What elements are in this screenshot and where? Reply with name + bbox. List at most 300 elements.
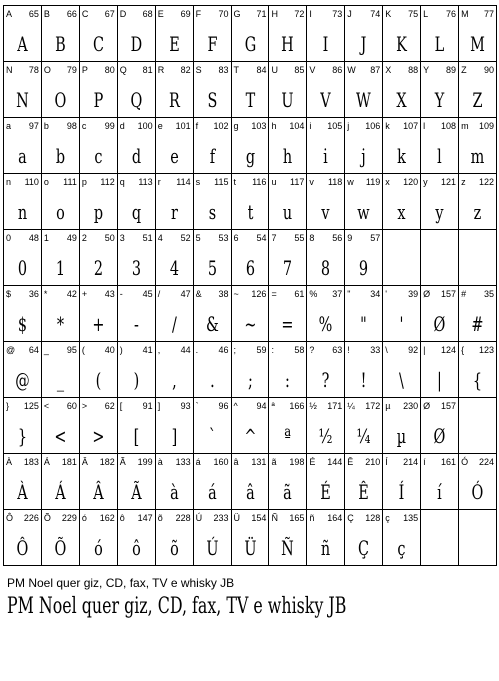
glyph-code: 157	[441, 289, 457, 299]
glyph-char: ç	[385, 513, 390, 523]
glyph-char: }	[6, 401, 10, 411]
glyph-char: ã	[271, 457, 277, 467]
glyph-char: \	[385, 345, 388, 355]
glyph-label	[196, 120, 229, 132]
glyph-label	[347, 176, 380, 188]
glyph-sample: 9	[359, 256, 369, 280]
glyph-code: 165	[289, 513, 305, 523]
glyph-cell	[345, 6, 383, 62]
glyph-code: 40	[104, 345, 115, 355]
glyph-label	[158, 288, 191, 300]
glyph-cell	[383, 118, 421, 174]
glyph-label	[120, 288, 153, 300]
glyph-sample: 6	[245, 256, 255, 280]
glyph-char: Ñ	[271, 513, 278, 523]
glyph-char: y	[423, 177, 428, 187]
glyph-code: 84	[256, 65, 267, 75]
glyph-sample: X	[396, 88, 407, 112]
glyph-char: k	[385, 121, 390, 131]
glyph-cell	[232, 342, 270, 398]
glyph-label	[6, 288, 39, 300]
glyph-char: N	[6, 65, 13, 75]
glyph-char: %	[309, 289, 318, 299]
glyph-cell	[80, 342, 118, 398]
glyph-char: v	[309, 177, 314, 187]
glyph-cell	[118, 398, 156, 454]
glyph-label	[309, 344, 342, 356]
glyph-label	[309, 120, 342, 132]
glyph-cell	[345, 230, 383, 286]
glyph-sample: .	[209, 368, 215, 392]
glyph-label	[385, 8, 418, 20]
glyph-char: í	[423, 457, 426, 467]
glyph-label	[158, 8, 191, 20]
glyph-char: b	[43, 121, 49, 131]
glyph-label	[6, 8, 39, 20]
glyph-sample: ;	[247, 368, 253, 392]
glyph-code: 96	[218, 401, 229, 411]
glyph-code: 57	[370, 233, 381, 243]
glyph-char: Á	[43, 457, 50, 467]
glyph-sample: Â	[93, 480, 104, 504]
glyph-label	[461, 120, 494, 132]
glyph-code: 214	[403, 457, 419, 467]
glyph-code: 181	[61, 457, 77, 467]
glyph-label	[347, 288, 380, 300]
glyph-code: 94	[256, 401, 267, 411]
glyph-code: 124	[441, 345, 457, 355]
glyph-cell	[421, 398, 459, 454]
glyph-sample: Ó	[471, 480, 484, 504]
glyph-char: 9	[347, 233, 353, 243]
glyph-char: c	[81, 121, 87, 131]
glyph-code: 79	[66, 65, 77, 75]
glyph-char: z	[461, 177, 466, 187]
glyph-label	[158, 400, 191, 412]
glyph-sample: G	[244, 32, 256, 56]
glyph-char: ;	[233, 345, 237, 355]
glyph-code: 86	[332, 65, 343, 75]
glyph-cell	[232, 286, 270, 342]
glyph-sample: D	[130, 32, 143, 56]
glyph-sample: í	[437, 480, 442, 504]
glyph-char: ~	[233, 289, 239, 299]
glyph-cell	[232, 6, 270, 62]
glyph-char: !	[347, 345, 350, 355]
glyph-sample: ó	[93, 536, 103, 560]
glyph-sample: ~	[243, 312, 257, 336]
glyph-char: $	[6, 289, 12, 299]
glyph-cell	[345, 342, 383, 398]
glyph-char: ?	[309, 345, 315, 355]
glyph-grid	[3, 5, 497, 566]
glyph-code: 60	[66, 401, 77, 411]
glyph-sample: â	[245, 480, 255, 504]
glyph-char: i	[309, 121, 312, 131]
glyph-char: Q	[119, 65, 127, 75]
glyph-sample: ª	[284, 424, 292, 448]
glyph-code: 123	[478, 345, 494, 355]
glyph-label	[234, 288, 267, 300]
glyph-label	[82, 232, 115, 244]
glyph-sample: Ø	[433, 424, 446, 448]
glyph-code: 91	[142, 401, 153, 411]
glyph-cell	[232, 398, 270, 454]
glyph-code: 108	[441, 121, 457, 131]
glyph-char: 6	[233, 233, 239, 243]
glyph-label	[461, 8, 494, 20]
glyph-code: 58	[294, 345, 305, 355]
glyph-label	[6, 120, 39, 132]
glyph-code: 162	[99, 513, 115, 523]
glyph-char: F	[195, 9, 202, 19]
glyph-label	[158, 456, 191, 468]
glyph-label	[234, 120, 267, 132]
glyph-label	[82, 400, 115, 412]
glyph-char: O	[43, 65, 51, 75]
glyph-code: 171	[327, 401, 343, 411]
glyph-cell	[232, 454, 270, 510]
glyph-char: 0	[6, 233, 12, 243]
glyph-code: 104	[289, 121, 305, 131]
glyph-cell	[269, 510, 307, 566]
glyph-char: {	[461, 345, 465, 355]
glyph-char: p	[81, 177, 87, 187]
glyph-char: M	[461, 9, 469, 19]
glyph-cell	[269, 118, 307, 174]
glyph-sample: h	[283, 144, 293, 168]
glyph-sample: d	[131, 144, 141, 168]
glyph-sample: u	[283, 200, 293, 224]
glyph-sample: S	[207, 88, 218, 112]
glyph-char: Ç	[347, 513, 354, 523]
glyph-char: x	[385, 177, 390, 187]
glyph-sample: O	[54, 88, 67, 112]
glyph-cell	[4, 342, 42, 398]
glyph-code: 126	[251, 289, 267, 299]
glyph-code: 65	[28, 9, 39, 19]
glyph-cell	[383, 6, 421, 62]
glyph-label	[82, 512, 115, 524]
glyph-sample: À	[17, 480, 28, 504]
glyph-cell	[4, 454, 42, 510]
empty-cell	[383, 230, 421, 286]
glyph-sample: Õ	[54, 536, 67, 560]
glyph-code: 93	[180, 401, 191, 411]
glyph-code: 55	[294, 233, 305, 243]
glyph-label	[347, 512, 380, 524]
glyph-cell	[269, 342, 307, 398]
glyph-sample: Y	[434, 88, 445, 112]
glyph-sample: Á	[55, 480, 66, 504]
glyph-cell	[307, 398, 345, 454]
glyph-sample: q	[131, 200, 141, 224]
glyph-sample: :	[285, 368, 291, 392]
glyph-sample: -	[133, 312, 139, 336]
glyph-cell	[194, 510, 232, 566]
glyph-cell	[307, 230, 345, 286]
glyph-cell	[80, 510, 118, 566]
glyph-cell	[307, 118, 345, 174]
glyph-code: 38	[218, 289, 229, 299]
glyph-label	[44, 8, 77, 20]
glyph-label	[309, 176, 342, 188]
glyph-label	[196, 64, 229, 76]
glyph-code: 62	[104, 401, 115, 411]
glyph-sample: k	[397, 144, 407, 168]
glyph-sample: !	[360, 368, 367, 392]
glyph-cell	[345, 286, 383, 342]
glyph-code: 224	[478, 457, 494, 467]
glyph-sample: T	[245, 88, 255, 112]
glyph-label	[234, 400, 267, 412]
glyph-sample: 2	[93, 256, 103, 280]
glyph-label	[196, 456, 229, 468]
glyph-sample: $	[17, 312, 28, 336]
glyph-code: 229	[61, 513, 77, 523]
glyph-label	[271, 176, 304, 188]
glyph-sample: %	[318, 312, 333, 336]
glyph-label	[385, 344, 418, 356]
glyph-cell	[42, 6, 80, 62]
glyph-sample: w	[357, 200, 370, 224]
glyph-cell	[421, 6, 459, 62]
glyph-cell	[156, 6, 194, 62]
glyph-label	[423, 344, 456, 356]
glyph-cell	[118, 342, 156, 398]
glyph-cell	[42, 342, 80, 398]
glyph-label	[385, 288, 418, 300]
glyph-code: 87	[370, 65, 381, 75]
glyph-char: K	[385, 9, 392, 19]
glyph-char: m	[461, 121, 469, 131]
glyph-sample: Ê	[358, 480, 370, 504]
glyph-label	[234, 176, 267, 188]
glyph-char: C	[81, 9, 89, 19]
glyph-code: 51	[142, 233, 153, 243]
glyph-char: J	[347, 9, 352, 19]
glyph-sample: {	[472, 368, 483, 392]
glyph-label	[309, 232, 342, 244]
glyph-label	[347, 232, 380, 244]
glyph-cell	[345, 510, 383, 566]
glyph-char: H	[271, 9, 278, 19]
glyph-code: 37	[332, 289, 343, 299]
empty-cell	[421, 230, 459, 286]
glyph-cell	[307, 342, 345, 398]
glyph-sample: /	[171, 312, 177, 336]
glyph-code: 144	[327, 457, 343, 467]
glyph-char: R	[157, 65, 165, 75]
glyph-label	[120, 176, 153, 188]
glyph-code: 131	[251, 457, 267, 467]
glyph-cell	[118, 230, 156, 286]
glyph-code: 198	[289, 457, 305, 467]
glyph-code: 182	[99, 457, 115, 467]
glyph-code: 61	[294, 289, 305, 299]
glyph-code: 110	[24, 177, 39, 187]
glyph-sample: >	[92, 424, 105, 448]
glyph-char: W	[347, 65, 356, 75]
glyph-char: Ã	[119, 457, 126, 467]
glyph-label	[6, 512, 39, 524]
glyph-char: Ê	[347, 457, 354, 467]
glyph-char: j	[347, 121, 350, 131]
glyph-cell	[42, 62, 80, 118]
glyph-sample: y	[435, 200, 444, 224]
glyph-char: À	[6, 457, 13, 467]
glyph-cell	[421, 174, 459, 230]
glyph-sample: |	[437, 368, 443, 392]
glyph-char: '	[385, 289, 387, 299]
glyph-cell	[269, 6, 307, 62]
glyph-cell	[156, 118, 194, 174]
glyph-code: 74	[370, 9, 381, 19]
glyph-code: 113	[138, 177, 153, 187]
glyph-cell	[80, 62, 118, 118]
glyph-cell	[118, 510, 156, 566]
glyph-cell	[156, 342, 194, 398]
glyph-sample: l	[437, 144, 442, 168]
glyph-char: w	[347, 177, 354, 187]
glyph-sample: µ	[396, 424, 407, 448]
glyph-code: 92	[408, 345, 419, 355]
glyph-cell	[383, 398, 421, 454]
glyph-label	[423, 120, 456, 132]
empty-cell	[459, 230, 497, 286]
glyph-sample: N	[16, 88, 29, 112]
glyph-sample: ç	[397, 536, 406, 560]
glyph-code: 83	[218, 65, 229, 75]
glyph-code: 78	[28, 65, 39, 75]
glyph-label	[6, 232, 39, 244]
glyph-code: 63	[332, 345, 343, 355]
glyph-label	[234, 344, 267, 356]
glyph-sample: L	[434, 32, 445, 56]
glyph-label	[309, 8, 342, 20]
glyph-sample: à	[169, 480, 179, 504]
glyph-label	[309, 456, 342, 468]
glyph-sample: "	[360, 312, 368, 336]
glyph-code: 34	[370, 289, 381, 299]
glyph-sample: C	[92, 32, 104, 56]
glyph-cell	[269, 398, 307, 454]
glyph-sample: Q	[130, 88, 143, 112]
glyph-label	[385, 456, 418, 468]
glyph-code: 107	[403, 121, 419, 131]
glyph-cell	[42, 510, 80, 566]
glyph-cell	[421, 62, 459, 118]
glyph-label	[120, 232, 153, 244]
glyph-sample: R	[168, 88, 180, 112]
glyph-sample: a	[18, 144, 27, 168]
glyph-cell	[345, 398, 383, 454]
glyph-char: D	[119, 9, 127, 19]
glyph-cell	[194, 62, 232, 118]
glyph-char: [	[119, 401, 123, 411]
glyph-cell	[459, 6, 497, 62]
glyph-code: 99	[104, 121, 115, 131]
glyph-label	[82, 344, 115, 356]
glyph-label	[423, 400, 456, 412]
glyph-label	[347, 400, 380, 412]
glyph-label	[385, 120, 418, 132]
glyph-cell	[80, 286, 118, 342]
glyph-char: õ	[157, 513, 163, 523]
glyph-label	[234, 8, 267, 20]
glyph-cell	[80, 454, 118, 510]
glyph-code: 75	[408, 9, 419, 19]
glyph-label	[196, 400, 229, 412]
glyph-char: |	[423, 345, 426, 355]
glyph-char: ]	[157, 401, 161, 411]
glyph-label	[82, 288, 115, 300]
glyph-cell	[42, 118, 80, 174]
glyph-code: 160	[213, 457, 229, 467]
glyph-sample: 0	[17, 256, 28, 280]
glyph-label	[271, 400, 304, 412]
glyph-cell	[194, 342, 232, 398]
empty-cell	[459, 398, 497, 454]
glyph-label	[120, 64, 153, 76]
glyph-label	[82, 64, 115, 76]
glyph-char: r	[157, 177, 161, 187]
glyph-cell	[383, 174, 421, 230]
glyph-sample: Ç	[358, 536, 370, 560]
glyph-char: V	[309, 65, 316, 75]
empty-cell	[459, 510, 497, 566]
glyph-code: 35	[483, 289, 494, 299]
glyph-sample: n	[17, 200, 28, 224]
glyph-code: 161	[441, 457, 457, 467]
glyph-label	[234, 512, 267, 524]
glyph-code: 105	[327, 121, 343, 131]
glyph-cell	[383, 454, 421, 510]
glyph-sample: s	[208, 200, 216, 224]
glyph-sample: 8	[321, 256, 331, 280]
glyph-char: a	[6, 121, 12, 131]
glyph-sample: 3	[131, 256, 141, 280]
glyph-sample: v	[321, 200, 330, 224]
glyph-code: 154	[251, 513, 267, 523]
glyph-cell	[232, 118, 270, 174]
glyph-cell	[156, 510, 194, 566]
glyph-label	[347, 64, 380, 76]
glyph-cell	[80, 174, 118, 230]
glyph-label	[196, 288, 229, 300]
glyph-code: 85	[294, 65, 305, 75]
glyph-sample: 1	[55, 256, 65, 280]
glyph-char: @	[6, 345, 16, 355]
glyph-cell	[118, 62, 156, 118]
glyph-code: 125	[23, 401, 39, 411]
glyph-label	[385, 512, 418, 524]
glyph-char: ^	[233, 401, 238, 411]
glyph-code: 77	[483, 9, 494, 19]
glyph-code: 46	[218, 345, 229, 355]
glyph-sample: <	[54, 424, 67, 448]
glyph-sample: 5	[207, 256, 217, 280]
glyph-label	[234, 232, 267, 244]
glyph-cell	[156, 62, 194, 118]
glyph-label	[234, 456, 267, 468]
glyph-cell	[459, 174, 497, 230]
glyph-sample: W	[356, 88, 372, 112]
glyph-char: ½	[309, 401, 317, 411]
glyph-code: 56	[332, 233, 343, 243]
sample-text-small: PM Noel quer giz, CD, fax, TV e whisky JB	[7, 576, 235, 590]
sample-text-large: PM Noel quer giz, CD, fax, TV e whisky JB	[7, 594, 347, 619]
